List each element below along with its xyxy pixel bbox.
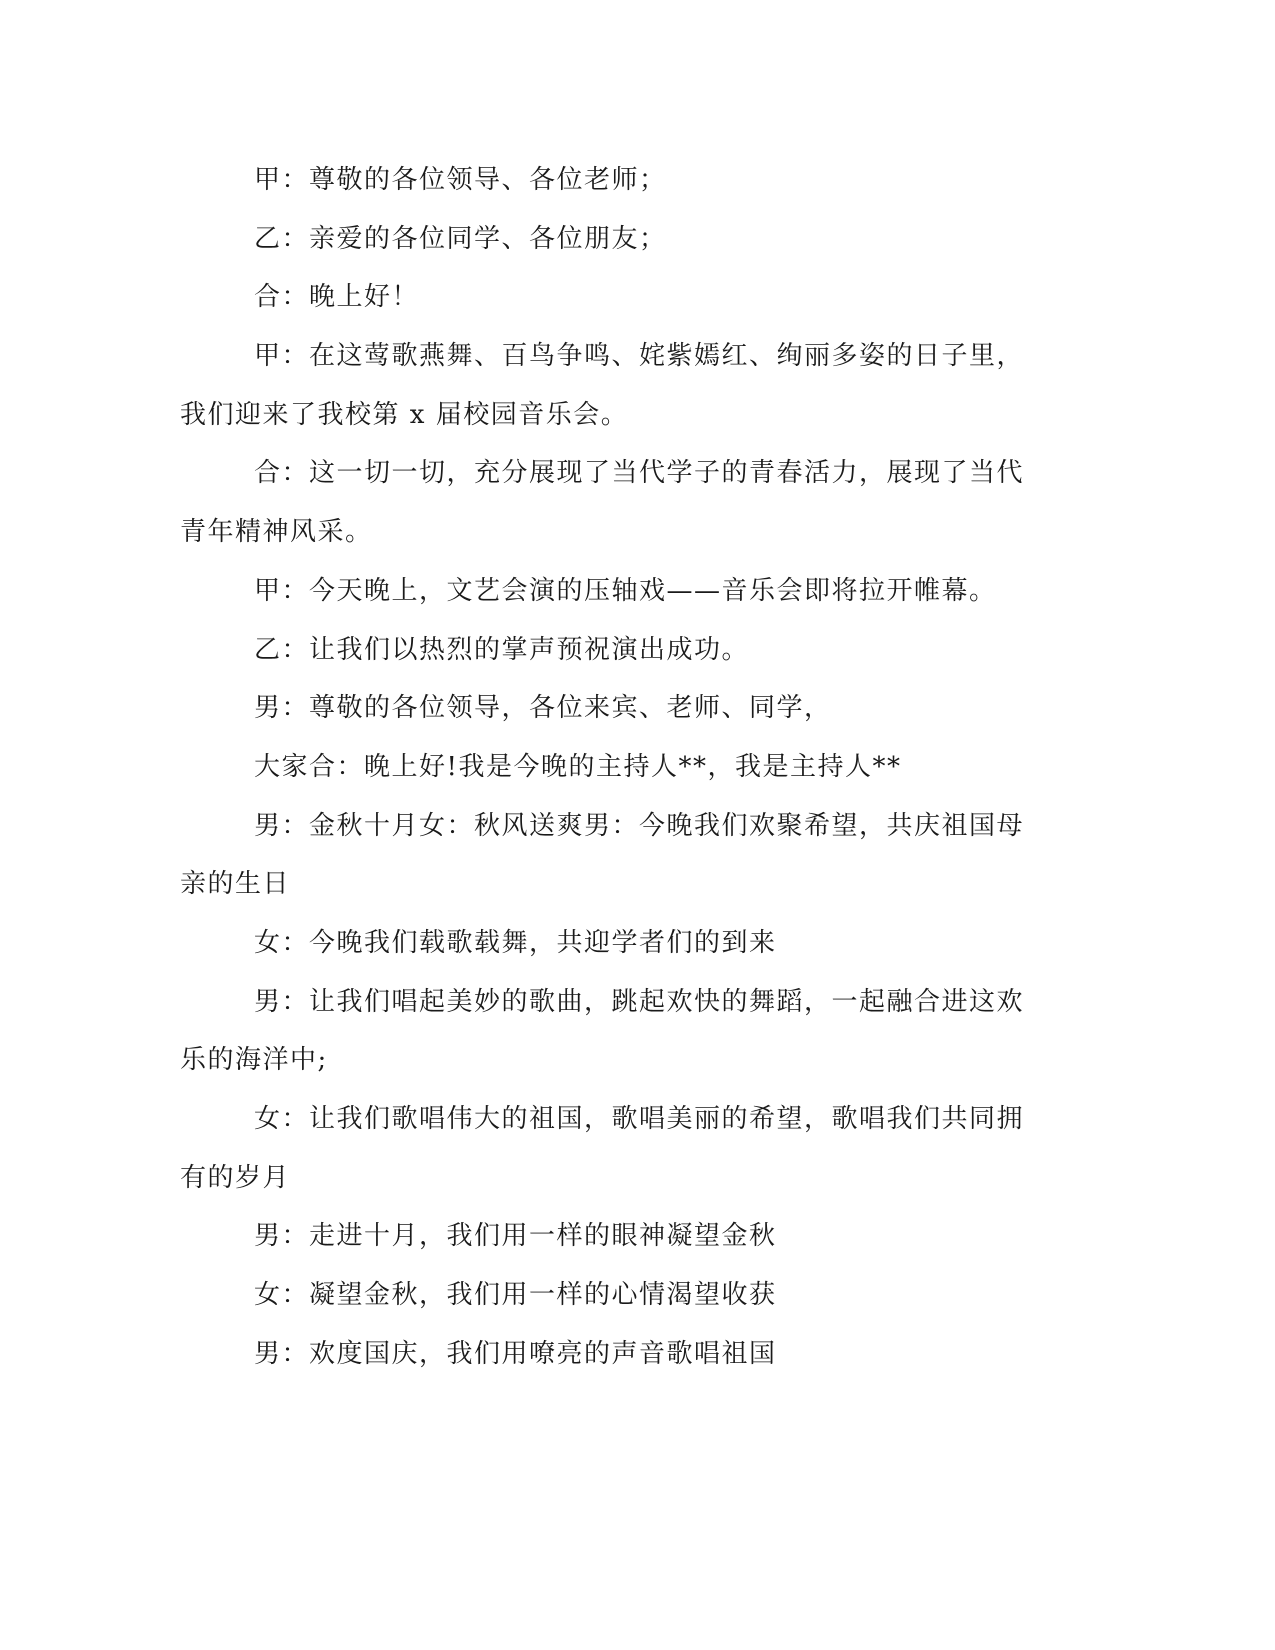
paragraph: 男：走进十月，我们用一样的眼神凝望金秋 [254, 1221, 777, 1251]
paragraph: 大家合：晚上好!我是今晚的主持人**，我是主持人** [254, 752, 902, 782]
paragraph: 女：今晚我们载歌载舞，共迎学者们的到来 [254, 928, 777, 958]
paragraph: 男：金秋十月女：秋风送爽男：今晚我们欢聚希望，共庆祖国母 [254, 811, 1025, 841]
paragraph: 乙：亲爱的各位同学、各位朋友； [254, 224, 667, 254]
paragraph: 女：凝望金秋，我们用一样的心情渴望收获 [254, 1280, 777, 1310]
paragraph: 乙：让我们以热烈的掌声预祝演出成功。 [254, 635, 750, 665]
paragraph: 甲：在这莺歌燕舞、百鸟争鸣、姹紫嫣红、绚丽多姿的日子里， [254, 341, 1025, 371]
paragraph-continuation: 有的岁月 [180, 1163, 291, 1193]
paragraph: 男：欢度国庆，我们用嘹亮的声音歌唱祖国 [254, 1339, 777, 1369]
paragraph: 男：让我们唱起美妙的歌曲，跳起欢快的舞蹈，一起融合进这欢 [254, 987, 1025, 1017]
paragraph-continuation: 我们迎来了我校第 x 届校园音乐会。 [180, 400, 629, 430]
paragraph-continuation: 青年精神风采。 [180, 517, 373, 547]
paragraph: 男：尊敬的各位领导，各位来宾、老师、同学， [254, 693, 832, 723]
paragraph: 甲：尊敬的各位领导、各位老师； [254, 165, 667, 195]
paragraph: 合：这一切一切，充分展现了当代学子的青春活力，展现了当代 [254, 458, 1025, 488]
paragraph: 女：让我们歌唱伟大的祖国，歌唱美丽的希望，歌唱我们共同拥 [254, 1104, 1025, 1134]
paragraph: 合：晚上好！ [254, 282, 420, 312]
paragraph: 甲：今天晚上，文艺会演的压轴戏——音乐会即将拉开帷幕。 [254, 576, 997, 606]
paragraph-continuation: 亲的生日 [180, 869, 291, 899]
paragraph-continuation: 乐的海洋中; [180, 1045, 328, 1075]
